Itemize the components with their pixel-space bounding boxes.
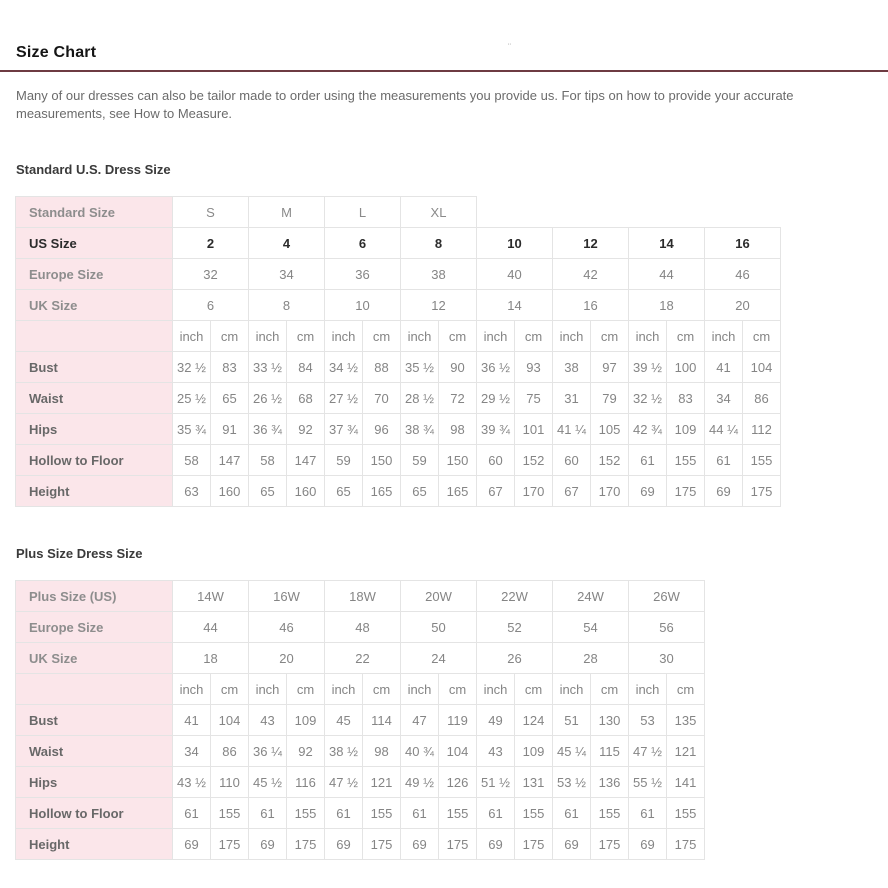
size-cell: 20	[705, 290, 781, 321]
measurement-cell: 155	[515, 798, 553, 829]
measurement-cell: 165	[363, 476, 401, 507]
row-label	[16, 321, 173, 352]
measurement-cell: 91	[211, 414, 249, 445]
row-label: Hollow to Floor	[16, 798, 173, 829]
size-cell: 16W	[249, 581, 325, 612]
measurement-cell: 60	[553, 445, 591, 476]
size-cell: 38	[401, 259, 477, 290]
size-cell: 24	[401, 643, 477, 674]
measurement-cell: 33 ½	[249, 352, 287, 383]
unit-cell: inch	[325, 321, 363, 352]
measurement-cell: 29 ½	[477, 383, 515, 414]
measurement-cell: 69	[705, 476, 743, 507]
measurement-cell: 175	[211, 829, 249, 860]
measurement-cell: 31	[553, 383, 591, 414]
table-row	[16, 798, 705, 829]
size-cell: 16	[553, 290, 629, 321]
measurement-cell: 65	[249, 476, 287, 507]
table-row	[16, 259, 781, 290]
size-cell: 14W	[173, 581, 249, 612]
size-cell: 14	[477, 290, 553, 321]
measurement-cell: 147	[211, 445, 249, 476]
row-label	[16, 674, 173, 705]
measurement-cell: 69	[477, 829, 515, 860]
size-cell: 54	[553, 612, 629, 643]
table-row	[16, 445, 781, 476]
measurement-cell: 114	[363, 705, 401, 736]
measurement-cell: 61	[173, 798, 211, 829]
size-cell: 8	[249, 290, 325, 321]
unit-cell: cm	[287, 674, 325, 705]
measurement-cell: 68	[287, 383, 325, 414]
measurement-cell: 155	[667, 798, 705, 829]
table-row	[16, 705, 705, 736]
measurement-cell: 69	[629, 829, 667, 860]
measurement-cell: 45	[325, 705, 363, 736]
measurement-cell: 86	[211, 736, 249, 767]
unit-cell: inch	[477, 674, 515, 705]
unit-cell: cm	[363, 321, 401, 352]
measurement-cell: 121	[363, 767, 401, 798]
measurement-cell: 160	[211, 476, 249, 507]
row-label: Hollow to Floor	[16, 445, 173, 476]
row-label: Bust	[16, 705, 173, 736]
measurement-cell: 65	[211, 383, 249, 414]
measurement-cell: 155	[743, 445, 781, 476]
size-cell: 48	[325, 612, 401, 643]
unit-cell: inch	[629, 321, 667, 352]
measurement-cell: 104	[743, 352, 781, 383]
unit-cell: cm	[515, 674, 553, 705]
size-cell: 22	[325, 643, 401, 674]
measurement-cell: 34	[705, 383, 743, 414]
measurement-cell: 39 ½	[629, 352, 667, 383]
measurement-cell: 49	[477, 705, 515, 736]
intro-text: Many of our dresses can also be tailor made to order using the measurements you provide us. For tips on how to provide your accurate measurements, see How to Measure.	[16, 88, 794, 121]
size-table-standard	[15, 196, 781, 507]
size-cell: 14	[629, 228, 705, 259]
measurement-cell: 51	[553, 705, 591, 736]
size-cell: 18W	[325, 581, 401, 612]
measurement-cell: 105	[591, 414, 629, 445]
measurement-cell: 49 ½	[401, 767, 439, 798]
measurement-cell: 150	[439, 445, 477, 476]
measurement-cell: 93	[515, 352, 553, 383]
table-row	[16, 674, 705, 705]
measurement-cell: 101	[515, 414, 553, 445]
size-cell: 46	[249, 612, 325, 643]
row-label: Height	[16, 829, 173, 860]
table-row	[16, 643, 705, 674]
measurement-cell: 170	[591, 476, 629, 507]
size-group-cell: L	[325, 197, 401, 228]
measurement-cell: 104	[439, 736, 477, 767]
unit-cell: inch	[173, 674, 211, 705]
table-row	[16, 352, 781, 383]
measurement-cell: 26 ½	[249, 383, 287, 414]
size-cell: 46	[705, 259, 781, 290]
size-cell: 24W	[553, 581, 629, 612]
measurement-cell: 90	[439, 352, 477, 383]
measurement-cell: 43 ½	[173, 767, 211, 798]
table-row	[16, 197, 781, 228]
measurement-cell: 155	[591, 798, 629, 829]
unit-cell: inch	[629, 674, 667, 705]
row-label: Waist	[16, 383, 173, 414]
unit-cell: inch	[705, 321, 743, 352]
size-cell: 12	[553, 228, 629, 259]
measurement-cell: 45 ¼	[553, 736, 591, 767]
measurement-cell: 160	[287, 476, 325, 507]
measurement-cell: 147	[287, 445, 325, 476]
size-cell: 36	[325, 259, 401, 290]
size-cell: 28	[553, 643, 629, 674]
measurement-cell: 86	[743, 383, 781, 414]
measurement-cell: 141	[667, 767, 705, 798]
title-divider	[0, 70, 888, 72]
measurement-cell: 135	[667, 705, 705, 736]
size-group-cell: XL	[401, 197, 477, 228]
measurement-cell: 88	[363, 352, 401, 383]
measurement-cell: 69	[173, 829, 211, 860]
measurement-cell: 43	[249, 705, 287, 736]
size-cell: 2	[173, 228, 249, 259]
measurement-cell: 59	[401, 445, 439, 476]
measurement-cell: 32 ½	[173, 352, 211, 383]
unit-cell: cm	[211, 321, 249, 352]
measurement-cell: 55 ½	[629, 767, 667, 798]
measurement-cell: 75	[515, 383, 553, 414]
measurement-cell: 175	[591, 829, 629, 860]
unit-cell: cm	[667, 321, 705, 352]
unit-cell: cm	[515, 321, 553, 352]
measurement-cell: 65	[401, 476, 439, 507]
size-cell: 18	[629, 290, 705, 321]
row-label: UK Size	[16, 643, 173, 674]
measurement-cell: 44 ¼	[705, 414, 743, 445]
measurement-cell: 28 ½	[401, 383, 439, 414]
measurement-cell: 47	[401, 705, 439, 736]
size-cell: 40	[477, 259, 553, 290]
measurement-cell: 152	[515, 445, 553, 476]
measurement-cell: 53	[629, 705, 667, 736]
measurement-cell: 61	[553, 798, 591, 829]
size-cell: 6	[173, 290, 249, 321]
measurement-cell: 69	[629, 476, 667, 507]
measurement-cell: 83	[211, 352, 249, 383]
unit-cell: cm	[667, 674, 705, 705]
measurement-cell: 27 ½	[325, 383, 363, 414]
measurement-cell: 25 ½	[173, 383, 211, 414]
plus-section-heading: Plus Size Dress Size	[16, 546, 143, 561]
measurement-cell: 109	[515, 736, 553, 767]
measurement-cell: 155	[667, 445, 705, 476]
measurement-cell: 65	[325, 476, 363, 507]
size-cell: 18	[173, 643, 249, 674]
unit-cell: cm	[287, 321, 325, 352]
measurement-cell: 36 ¼	[249, 736, 287, 767]
measurement-cell: 39 ¾	[477, 414, 515, 445]
table-row	[16, 321, 781, 352]
size-cell: 44	[629, 259, 705, 290]
unit-cell: cm	[439, 674, 477, 705]
table-row	[16, 383, 781, 414]
measurement-cell: 79	[591, 383, 629, 414]
measurement-cell: 53 ½	[553, 767, 591, 798]
measurement-cell: 175	[667, 829, 705, 860]
measurement-cell: 34 ½	[325, 352, 363, 383]
measurement-cell: 92	[287, 736, 325, 767]
unit-cell: cm	[211, 674, 249, 705]
size-cell: 30	[629, 643, 705, 674]
measurement-cell: 67	[477, 476, 515, 507]
measurement-cell: 69	[553, 829, 591, 860]
size-cell: 50	[401, 612, 477, 643]
table-row	[16, 228, 781, 259]
measurement-cell: 41 ¼	[553, 414, 591, 445]
row-label: US Size	[16, 228, 173, 259]
measurement-cell: 124	[515, 705, 553, 736]
measurement-cell: 155	[363, 798, 401, 829]
measurement-cell: 69	[401, 829, 439, 860]
measurement-cell: 170	[515, 476, 553, 507]
measurement-cell: 38 ½	[325, 736, 363, 767]
measurement-cell: 60	[477, 445, 515, 476]
unit-cell: cm	[743, 321, 781, 352]
measurement-cell: 155	[439, 798, 477, 829]
unit-cell: inch	[553, 321, 591, 352]
measurement-cell: 47 ½	[325, 767, 363, 798]
measurement-cell: 59	[325, 445, 363, 476]
measurement-cell: 61	[629, 445, 667, 476]
measurement-cell: 69	[249, 829, 287, 860]
size-cell: 32	[173, 259, 249, 290]
table-row	[16, 767, 705, 798]
table-row	[16, 612, 705, 643]
measurement-cell: 38	[553, 352, 591, 383]
measurement-cell: 119	[439, 705, 477, 736]
row-label: Bust	[16, 352, 173, 383]
unit-cell: cm	[591, 674, 629, 705]
measurement-cell: 98	[363, 736, 401, 767]
row-label: Europe Size	[16, 612, 173, 643]
measurement-cell: 130	[591, 705, 629, 736]
measurement-cell: 175	[515, 829, 553, 860]
measurement-cell: 47 ½	[629, 736, 667, 767]
size-cell: 8	[401, 228, 477, 259]
size-cell: 12	[401, 290, 477, 321]
measurement-cell: 40 ¾	[401, 736, 439, 767]
measurement-cell: 100	[667, 352, 705, 383]
measurement-cell: 61	[629, 798, 667, 829]
measurement-cell: 175	[287, 829, 325, 860]
size-cell: 10	[477, 228, 553, 259]
size-cell: 52	[477, 612, 553, 643]
measurement-cell: 32 ½	[629, 383, 667, 414]
unit-cell: inch	[401, 674, 439, 705]
size-cell: 44	[173, 612, 249, 643]
table-row	[16, 736, 705, 767]
size-cell: 10	[325, 290, 401, 321]
row-label: Height	[16, 476, 173, 507]
unit-cell: inch	[249, 674, 287, 705]
unit-cell: inch	[553, 674, 591, 705]
row-label: UK Size	[16, 290, 173, 321]
measurement-cell: 84	[287, 352, 325, 383]
row-label: Waist	[16, 736, 173, 767]
measurement-cell: 63	[173, 476, 211, 507]
measurement-cell: 35 ½	[401, 352, 439, 383]
measurement-cell: 34	[173, 736, 211, 767]
measurement-cell: 126	[439, 767, 477, 798]
measurement-cell: 45 ½	[249, 767, 287, 798]
measurement-cell: 136	[591, 767, 629, 798]
measurement-cell: 165	[439, 476, 477, 507]
size-cell: 42	[553, 259, 629, 290]
table-row	[16, 414, 781, 445]
measurement-cell: 121	[667, 736, 705, 767]
measurement-cell: 61	[249, 798, 287, 829]
size-cell: 16	[705, 228, 781, 259]
row-label: Standard Size	[16, 197, 173, 228]
row-label: Hips	[16, 414, 173, 445]
size-cell: 20W	[401, 581, 477, 612]
measurement-cell: 155	[211, 798, 249, 829]
measurement-cell: 150	[363, 445, 401, 476]
size-group-cell: S	[173, 197, 249, 228]
measurement-cell: 175	[667, 476, 705, 507]
measurement-cell: 83	[667, 383, 705, 414]
measurement-cell: 97	[591, 352, 629, 383]
measurement-cell: 112	[743, 414, 781, 445]
table-row	[16, 476, 781, 507]
measurement-cell: 96	[363, 414, 401, 445]
size-cell: 22W	[477, 581, 553, 612]
measurement-cell: 92	[287, 414, 325, 445]
measurement-cell: 70	[363, 383, 401, 414]
unit-cell: inch	[477, 321, 515, 352]
scan-artifact: ¨	[508, 42, 511, 52]
measurement-cell: 152	[591, 445, 629, 476]
size-cell: 26	[477, 643, 553, 674]
size-cell: 20	[249, 643, 325, 674]
size-cell: 56	[629, 612, 705, 643]
measurement-cell: 43	[477, 736, 515, 767]
measurement-cell: 72	[439, 383, 477, 414]
measurement-cell: 98	[439, 414, 477, 445]
row-label: Europe Size	[16, 259, 173, 290]
unit-cell: cm	[591, 321, 629, 352]
unit-cell: inch	[249, 321, 287, 352]
measurement-cell: 109	[287, 705, 325, 736]
measurement-cell: 67	[553, 476, 591, 507]
measurement-cell: 58	[249, 445, 287, 476]
unit-cell: inch	[173, 321, 211, 352]
measurement-cell: 115	[591, 736, 629, 767]
measurement-cell: 41	[705, 352, 743, 383]
measurement-cell: 175	[363, 829, 401, 860]
measurement-cell: 175	[743, 476, 781, 507]
size-cell: 4	[249, 228, 325, 259]
measurement-cell: 109	[667, 414, 705, 445]
measurement-cell: 36 ¾	[249, 414, 287, 445]
size-cell: 34	[249, 259, 325, 290]
unit-cell: cm	[439, 321, 477, 352]
measurement-cell: 35 ¾	[173, 414, 211, 445]
measurement-cell: 61	[477, 798, 515, 829]
table-row	[16, 829, 705, 860]
measurement-cell: 58	[173, 445, 211, 476]
measurement-cell: 41	[173, 705, 211, 736]
measurement-cell: 51 ½	[477, 767, 515, 798]
row-label: Hips	[16, 767, 173, 798]
measurement-cell: 61	[705, 445, 743, 476]
measurement-cell: 110	[211, 767, 249, 798]
size-table-plus	[15, 580, 705, 860]
measurement-cell: 104	[211, 705, 249, 736]
measurement-cell: 37 ¾	[325, 414, 363, 445]
measurement-cell: 38 ¾	[401, 414, 439, 445]
measurement-cell: 116	[287, 767, 325, 798]
measurement-cell: 69	[325, 829, 363, 860]
measurement-cell: 36 ½	[477, 352, 515, 383]
measurement-cell: 61	[401, 798, 439, 829]
size-group-cell: M	[249, 197, 325, 228]
measurement-cell: 61	[325, 798, 363, 829]
page-title: Size Chart	[16, 44, 97, 61]
table-row	[16, 290, 781, 321]
table-row	[16, 581, 705, 612]
unit-cell: inch	[401, 321, 439, 352]
standard-section-heading: Standard U.S. Dress Size	[16, 162, 171, 177]
row-label: Plus Size (US)	[16, 581, 173, 612]
unit-cell: inch	[325, 674, 363, 705]
measurement-cell: 175	[439, 829, 477, 860]
measurement-cell: 155	[287, 798, 325, 829]
size-cell: 26W	[629, 581, 705, 612]
measurement-cell: 42 ¾	[629, 414, 667, 445]
size-cell: 6	[325, 228, 401, 259]
unit-cell: cm	[363, 674, 401, 705]
measurement-cell: 131	[515, 767, 553, 798]
